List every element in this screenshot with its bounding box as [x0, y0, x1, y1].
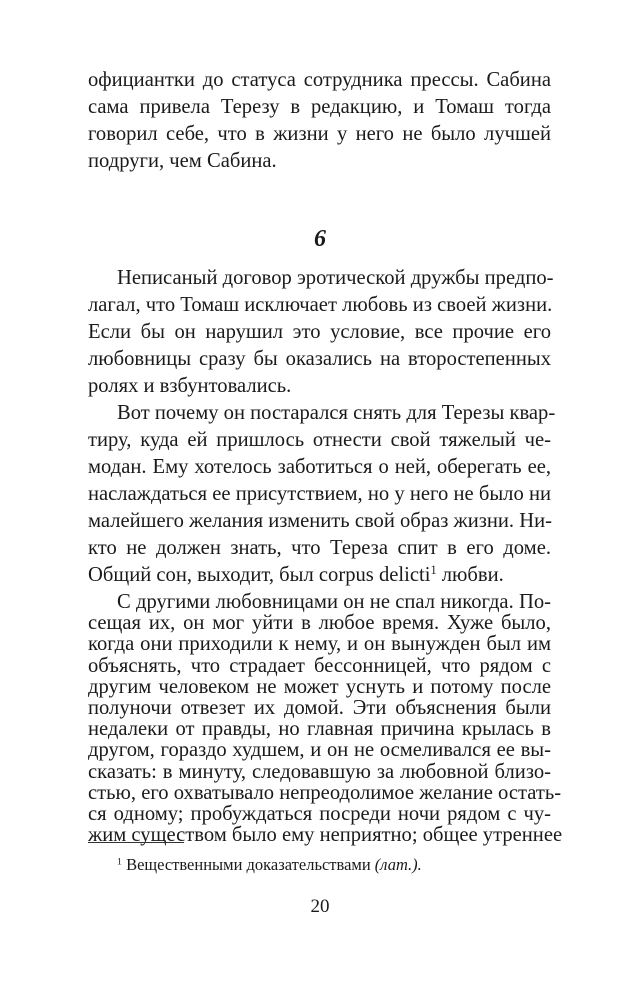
text-segment: Общий сон, выходит, был corpus delicti: [88, 564, 431, 586]
text-line: С другими любовницами он не спал никогда. По-: [117, 591, 551, 613]
text-line: сещая их, он мог уйти в любое время. Хуже было,: [88, 612, 551, 635]
footnote-marker: 1: [117, 856, 122, 868]
footnote-language-note: (лат.).: [374, 855, 422, 874]
text-line: официантки до статуса сотрудника прессы. Сабина: [88, 69, 551, 91]
chapter-number: 6: [314, 226, 326, 252]
text-line: жим существом было ему неприятно; общее утреннее: [88, 824, 563, 847]
text-line: полуночи отвезет их домой. Эти объяснения были: [88, 697, 551, 719]
text-line: объяснять, что страдает бессонницей, что рядом с: [88, 654, 551, 677]
text-line: Вот почему он постарался снять для Терезы квар-: [117, 402, 556, 424]
text-line-with-footnote: [88, 565, 551, 586]
text-line: модан. Ему хотелось заботиться о ней, оберегать ее,: [88, 456, 551, 478]
text-line: подруги, чем Сабина.: [88, 150, 277, 172]
text-line: малейшего желания изменить свой образ жизни. Ни-: [88, 510, 552, 532]
text-line: ролях и взбунтовались.: [88, 375, 292, 397]
footnote-reference: 1: [430, 563, 437, 578]
text-line: любовницы сразу бы оказались на второстепенных: [88, 348, 551, 370]
text-line: ся одному; пробуждаться посреди ночи рядом с чу-: [88, 803, 551, 825]
text-line: недалеки от правды, но главная причина крылась в: [88, 718, 551, 741]
text-line: стью, его охватывало непреодолимое желание остать-: [88, 781, 562, 804]
text-line: другим человеком не может уснуть и потому после: [88, 675, 551, 698]
text-line: тиру, куда ей пришлось отнести свой тяжелый че-: [88, 429, 551, 451]
text-line: Если бы он нарушил это условие, все прочие его: [88, 321, 551, 343]
text-line: другом, гораздо худшем, и он не осмеливался ее вы-: [88, 739, 551, 762]
text-line: наслаждаться ее присутствием, но у него не было ни: [88, 483, 551, 505]
text-line: говорил себе, что в жизни у него не было лучшей: [88, 123, 551, 145]
footnote-text: Вещественными доказательствами: [121, 855, 375, 874]
text-line: Неписаный договор эротической дружбы предпо-: [117, 267, 554, 289]
text-line: сказать: в минуту, следовавшую за любовной близо-: [88, 760, 551, 783]
text-line: сама привела Терезу в редакцию, и Томаш тогда: [88, 96, 551, 118]
footnote: [117, 855, 422, 875]
text-line: лагал, что Томаш исключает любовь из своей жизни.: [88, 294, 553, 316]
page-number: 20: [310, 896, 330, 917]
footnote-divider: [88, 842, 184, 843]
text-line: кто не должен знать, что Тереза спит в его доме.: [88, 537, 551, 559]
text-line: когда они приходили к нему, и он вынужден был им: [88, 633, 551, 656]
text-segment: любви.: [436, 564, 504, 586]
